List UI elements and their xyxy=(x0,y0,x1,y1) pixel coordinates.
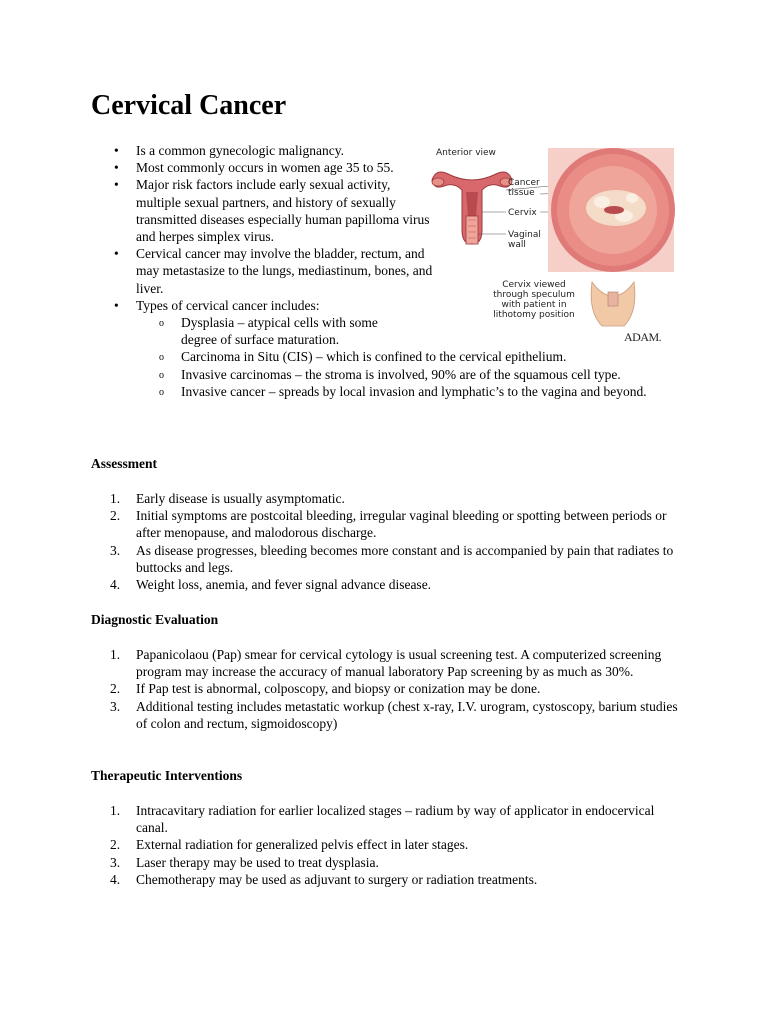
assessment-list xyxy=(91,490,681,593)
page-title: Cervical Cancer xyxy=(91,90,287,121)
list-item: 1. Early disease is usually asymptomatic. xyxy=(110,491,345,506)
label-anterior-view: Anterior view xyxy=(436,148,496,158)
list-item: 1. Papanicolaou (Pap) smear for cervical cytology is usual screening test. A computerized screening program may increase the accuracy of manual laboratory Pap screening by as much as 30%. xyxy=(110,647,662,680)
assessment-heading: Assessment xyxy=(91,456,157,471)
list-item: 2. If Pap test is abnormal, colposcopy, and biopsy or conization may be done. xyxy=(110,681,541,697)
list-item: 1. Intracavitary radiation for earlier localized stages – radium by way of applicator in endocervical canal. xyxy=(110,803,655,836)
list-item: 3. Additional testing includes metastatic workup (chest x-ray, I.V. urogram, cystoscopy, barium studies of colon and rectum, sigmoidoscopy) xyxy=(110,698,678,731)
sub-list-item: o Invasive cancer – spreads by local invasion and lymphatic’s to the vagina and beyond. xyxy=(136,383,721,400)
adam-logo: ADAM. xyxy=(624,330,662,344)
sub-list-item: o Dysplasia – atypical cells with some degree of surface maturation. xyxy=(136,314,401,348)
list-item: 4. Chemotherapy may be used as adjuvant to surgery or radiation treatments. xyxy=(110,871,538,887)
figure-caption: Cervix viewed through speculum with patient in lithotomy position xyxy=(493,280,575,320)
label-vaginal-wall: Vaginal wall xyxy=(508,230,541,250)
cervix-illustration xyxy=(428,146,682,346)
list-item: • Most commonly occurs in women age 35 to 55. xyxy=(91,159,436,176)
therapeutic-heading: Therapeutic Interventions xyxy=(91,768,243,783)
list-item: 3. Laser therapy may be used to treat dysplasia. xyxy=(110,854,379,870)
uterus-diagram xyxy=(432,172,512,244)
list-item: 3. As disease progresses, bleeding becomes more constant and is accompanied by pain that radiates to buttocks and legs. xyxy=(110,542,674,575)
list-item: • Cervical cancer may involve the bladder, rectum, and may metastasize to the lungs, mediastinum, bones, and liver. xyxy=(91,245,436,297)
list-item: 2. External radiation for generalized pelvis effect in later stages. xyxy=(110,837,469,853)
list-item: • Major risk factors include early sexual activity, multiple sexual partners, and history of sexually transmitted diseases especially human papilloma virus and herpes simplex virus. xyxy=(91,176,436,245)
diagnostic-list xyxy=(91,646,681,732)
list-item: 4. Weight loss, anemia, and fever signal advance disease. xyxy=(110,577,432,593)
sub-list-item: o Carcinoma in Situ (CIS) – which is confined to the cervical epithelium. xyxy=(136,348,721,365)
diagnostic-heading: Diagnostic Evaluation xyxy=(91,612,219,627)
therapeutic-list xyxy=(91,802,681,888)
cervix-closeup xyxy=(548,148,675,272)
lithotomy-sketch xyxy=(591,282,635,326)
list-item: 2. Initial symptoms are postcoital bleeding, irregular vaginal bleeding or spotting between periods or after menopause, and malodorous discharge. xyxy=(110,508,667,541)
label-cancer-tissue: Cancer tissue xyxy=(508,178,540,198)
sub-list-item: o Invasive carcinomas – the stroma is involved, 90% are of the squamous cell type. xyxy=(136,366,721,383)
types-label: Types of cervical cancer includes: xyxy=(136,297,320,313)
label-cervix: Cervix xyxy=(508,208,537,218)
list-item: • Is a common gynecologic malignancy. xyxy=(91,142,436,159)
